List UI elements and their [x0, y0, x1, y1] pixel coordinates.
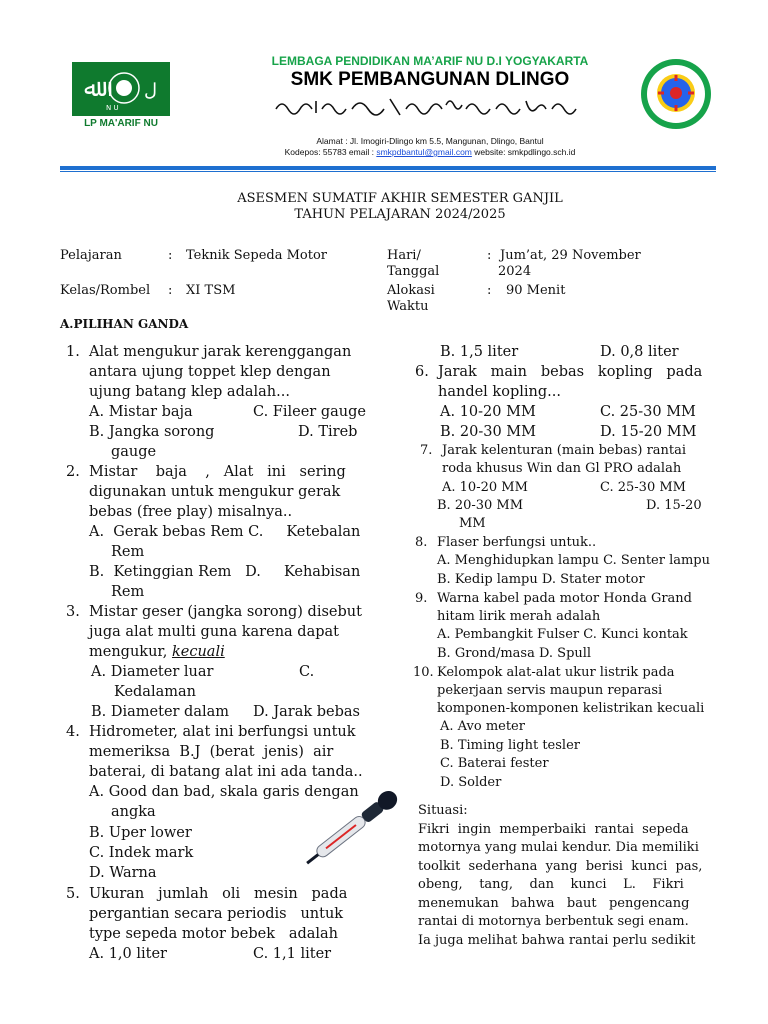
address-line: Alamat : Jl. Imogiri-Dlingo km 5.5, Mangunan, Dlingo, Bantul: [316, 136, 544, 146]
q4-option-a: A. Good dan bad, skala garis dengan: [89, 784, 359, 800]
q4-option-d: D. Warna: [89, 865, 157, 881]
q6-line: Jarak main bebas kopling pada: [438, 364, 703, 380]
q7-option-b: B. 20-30 MM: [437, 498, 524, 513]
q3-line-start: mengukur,: [89, 644, 172, 660]
day-value: Jum’at, 29 November: [500, 248, 641, 263]
q1-option-d-cont: gauge: [111, 444, 157, 460]
javanese-script-name: [270, 95, 590, 117]
q4-option-b: B. Uper lower: [89, 825, 192, 841]
hydrometer-illustration: [305, 782, 405, 872]
lp-maarif-label: LP MA'ARIF NU: [84, 118, 158, 129]
q1-text: [89, 342, 374, 402]
q2-line: Mistar baja , Alat ini sering: [89, 464, 346, 480]
q6-option-b: B. 20-30 MM: [440, 424, 536, 440]
situation-line: toolkit sederhana yang berisi kunci pas,: [418, 858, 703, 874]
situation-label: Situasi:: [418, 803, 468, 818]
q1-option-c: C. Fileer gauge: [253, 404, 366, 420]
q7-option-a: A. 10-20 MM: [442, 480, 528, 495]
situation-line: menemukan bahwa baut pengencang: [418, 895, 690, 911]
svg-text:ﷲ: ﷲ: [84, 74, 99, 102]
q4-line: baterai, di batang alat ini ada tanda..: [89, 764, 363, 780]
email-link[interactable]: smkpdbantul@gmail.com: [376, 147, 472, 157]
q3-number: 3.: [66, 604, 80, 620]
q7-option-c: C. 25-30 MM: [600, 480, 686, 495]
q8-option-a: A. Menghidupkan lampu C. Senter lampu: [437, 553, 711, 568]
subject-value: Teknik Sepeda Motor: [186, 248, 327, 263]
smk-pembangunan-logo: [640, 57, 712, 131]
class-sep: :: [168, 283, 173, 298]
svg-text:N U: N U: [106, 104, 119, 112]
q8-number: 8.: [415, 535, 428, 550]
situation-line: Fikri ingin memperbaiki rantai sepeda: [418, 821, 689, 837]
q5-option-c: C. 1,1 liter: [253, 946, 332, 962]
q5-line: Ukuran jumlah oli mesin pada: [89, 886, 348, 902]
q2-number: 2.: [66, 464, 80, 480]
q4-text: [89, 722, 379, 782]
exam-title: ASESMEN SUMATIF AKHIR SEMESTER GANJIL: [237, 191, 563, 206]
header-rule-thin: [60, 171, 716, 172]
q6-option-d: D. 15-20 MM: [600, 424, 697, 440]
q10-option-d: D. Solder: [440, 775, 502, 790]
q1-option-b: B. Jangka sorong: [89, 424, 215, 440]
q10-option-c: C. Baterai fester: [440, 756, 549, 771]
q10-option-a: A. Avo meter: [440, 719, 525, 734]
q5-line: type sepeda motor bebek adalah: [89, 926, 339, 942]
q2-option-b: B. Ketinggian Rem D. Kehabisan: [89, 564, 361, 580]
q10-text: [437, 664, 727, 718]
q3-option-c-cont: Kedalaman: [114, 684, 196, 700]
svg-text:ﻝ: ﻝ: [144, 80, 158, 101]
q2-text: [89, 462, 379, 522]
q8-option-b: B. Kedip lampu D. Stater motor: [437, 572, 645, 587]
section-title: A.PILIHAN GANDA: [60, 317, 189, 331]
q3-line: juga alat multi guna karena dapat: [89, 624, 339, 640]
q10-line: Kelompok alat-alat ukur listrik pada: [437, 665, 675, 680]
q6-option-c: C. 25-30 MM: [600, 404, 696, 420]
class-label: Kelas/Rombel: [60, 283, 151, 298]
q9-option-b: B. Grond/masa D. Spull: [437, 646, 592, 661]
q4-number: 4.: [66, 724, 80, 740]
q1-line: antara ujung toppet klep dengan: [89, 364, 331, 380]
q7-line: roda khusus Win dan Gl PRO adalah: [442, 461, 682, 476]
exam-year: TAHUN PELAJARAN 2024/2025: [294, 207, 506, 222]
q3-line: [89, 642, 379, 662]
q4-line: Hidrometer, alat ini berfungsi untuk: [89, 724, 356, 740]
q3-kecuali: kecuali: [171, 644, 225, 660]
day-sep: :: [487, 248, 492, 263]
contact-line: [220, 147, 640, 158]
situation-block: [418, 802, 722, 950]
time-sep: :: [487, 283, 492, 298]
q6-option-a: A. 10-20 MM: [440, 404, 536, 420]
subject-label: Pelajaran: [60, 248, 122, 263]
postal-text: Kodepos: 55783 email :: [284, 147, 377, 157]
situation-line: rantai di motornya berbentuk segi enam.: [418, 914, 689, 929]
q9-line: hitam lirik merah adalah: [437, 609, 601, 624]
time-value: 90 Menit: [506, 283, 566, 298]
q6-text: [438, 362, 728, 402]
q10-line: pekerjaan servis maupun reparasi: [437, 683, 663, 698]
q9-option-a: A. Pembangkit Fulser C. Kunci kontak: [437, 627, 688, 642]
situation-line: Ia juga melihat bahwa rantai perlu sedikit: [418, 932, 696, 948]
q2-option-b-cont: Rem: [111, 584, 145, 600]
q3-text: [89, 602, 379, 662]
q5-text: [89, 884, 379, 944]
day-value-2: 2024: [498, 264, 532, 279]
q2-option-a-cont: Rem: [111, 544, 145, 560]
day-label: Hari/: [387, 248, 421, 263]
q3-option-b: B. Diameter dalam: [91, 704, 230, 720]
subject-sep: :: [168, 248, 173, 263]
day-label-2: Tanggal: [387, 264, 440, 279]
lp-maarif-logo: [72, 62, 170, 132]
q6-line: handel kopling...: [438, 384, 561, 400]
situation-line: motornya yang mulai kendur. Dia memiliki: [418, 840, 699, 855]
q2-line: digunakan untuk mengukur gerak: [89, 484, 341, 500]
q5-option-a: A. 1,0 liter: [89, 946, 167, 962]
q7-number: 7.: [420, 443, 433, 458]
q3-option-c: C.: [299, 664, 315, 680]
q5-number: 5.: [66, 886, 80, 902]
q5-line: pergantian secara periodis untuk: [89, 906, 344, 922]
q3-line: Mistar geser (jangka sorong) disebut: [89, 604, 362, 620]
q8-text: Flaser berfungsi untuk..: [437, 535, 597, 550]
q7-text: [442, 442, 732, 478]
q2-option-a: A. Gerak bebas Rem C. Ketebalan: [89, 524, 361, 540]
q1-option-a: A. Mistar baja: [89, 404, 193, 420]
q6-number: 6.: [415, 364, 429, 380]
q4-option-a-cont: angka: [111, 804, 156, 820]
class-value: XI TSM: [186, 283, 236, 298]
q10-line: komponen-komponen kelistrikan kecuali: [437, 701, 705, 716]
school-name: SMK PEMBANGUNAN DLINGO: [290, 69, 570, 90]
q5-option-d: D. 0,8 liter: [600, 344, 679, 360]
q3-option-d: D. Jarak bebas: [253, 704, 360, 720]
q4-line: memeriksa B.J (berat jenis) air: [89, 744, 334, 760]
q10-option-b: B. Timing light tesler: [440, 738, 580, 753]
q7-line: Jarak kelenturan (main bebas) rantai: [442, 443, 687, 458]
q5-option-b: B. 1,5 liter: [440, 344, 519, 360]
q2-line: bebas (free play) misalnya..: [89, 504, 293, 520]
q1-number: 1.: [66, 344, 80, 360]
organization-name: LEMBAGA PENDIDIKAN MA’ARIF NU D.I YOGYAKARTA: [271, 54, 589, 68]
q9-number: 9.: [415, 591, 428, 606]
q3-option-a: A. Diameter luar: [91, 664, 214, 680]
q9-line: Warna kabel pada motor Honda Grand: [437, 591, 692, 606]
q7-option-d-cont: MM: [459, 516, 486, 531]
website-text: website: smkpdlingo.sch.id: [471, 147, 576, 157]
situation-line: obeng, tang, dan kunci L. Fikri: [418, 877, 684, 892]
q10-number: 10.: [413, 665, 434, 680]
q9-text: [437, 590, 727, 626]
q1-line: Alat mengukur jarak kerenggangan: [89, 344, 352, 360]
q1-option-d: D. Tireb: [298, 424, 358, 440]
q1-line: ujung batang klep adalah...: [89, 384, 290, 400]
header-rule-thick: [60, 166, 716, 170]
school-address: [220, 136, 640, 158]
q4-option-c: C. Indek mark: [89, 845, 194, 861]
time-label-2: Waktu: [387, 299, 429, 314]
q7-option-d: D. 15-20: [646, 498, 702, 513]
time-label: Alokasi: [387, 283, 435, 298]
